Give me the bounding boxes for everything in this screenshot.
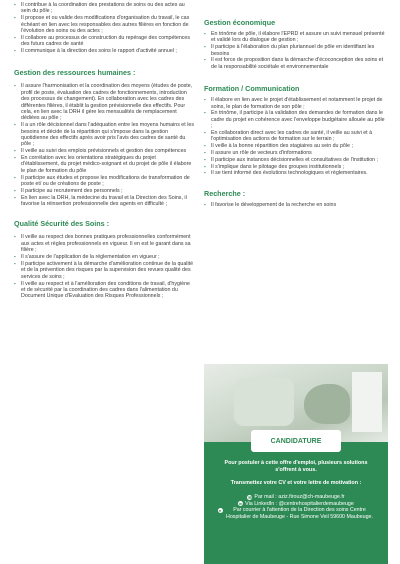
list-item: ▪ Il favorise le développement de la recherche en soins <box>204 202 387 208</box>
list-item: ▪ Il est force de proposition dans la démarche d'écoconception des soins et de la responsabilité sociétale et environnementale <box>204 57 387 70</box>
list-item: ▪ Il élabore en lien avec le projet d'établissement et notamment le projet de soins, le plan de formation de son pôle ; <box>204 97 387 110</box>
list-item: ▪ Il contribue à la coordination des prestations de soins ou des actes au sein du pôle ; <box>14 2 194 15</box>
photo-shape <box>234 378 294 426</box>
courrier-text: Par courrier à l'attention de la Direction des soins Centre Hospitalier de Maubeuge - Rue Simone Veil 59600 Maubeuge. <box>226 507 373 521</box>
recherche-list <box>204 202 387 208</box>
section-title-formation: Formation / Communication <box>204 84 300 94</box>
list-item: ▪ En lien avec la DRH, la médecine du travail et la Direction des Soins, il favorise la réinsertion professionnelle des agents en difficulté ; <box>14 195 194 208</box>
section-title-recherche: Recherche : <box>204 188 246 198</box>
photo-shape <box>304 384 350 424</box>
photo-shape <box>352 372 382 432</box>
list-item: ▪ Il veille au suivi des emplois prévisionnels et gestion des compétences <box>14 148 194 154</box>
candidature-badge: CANDIDATURE <box>251 430 341 452</box>
list-item: ▪ Il veille au respect des bonnes pratiques professionnelles conformément aux actes et règles professionnels en vigueur. Il en est le garant dans sa filière ; <box>14 234 194 253</box>
mail-text: Par mail : aziz.firouz@ch-maubeuge.fr <box>254 493 345 500</box>
list-item: ▪ En corrélation avec les orientations stratégiques du projet d'établissement, du projet médico-soignant et du projet de pôle il élabore le plan de formation du pôle <box>14 155 194 174</box>
right-column <box>204 0 387 209</box>
candidature-card <box>204 437 388 564</box>
list-item: ▪ Il communique à la direction des soins le rapport d'activité annuel ; <box>14 48 194 54</box>
list-item: ▪ En collaboration direct avec les cadres de santé, il veille au suivi et à l'optimisation des actions de formation sur le terrain ; <box>204 130 387 143</box>
mail-pin-icon: ● <box>218 508 222 514</box>
list-item: ▪ Il assure l'harmonisation et la coordination des moyens (études de poste, profil de poste, évaluation des cadres de fonctionnements, introduction des processus de changement). En collaboration avec les cadres des différentes filières, il établit la gestion prévisionnelle des effectifs. Pour cela, en lien avec la DRH il gère les mensualités de remplacement dédiées au pôle ; <box>14 83 194 121</box>
list-item: ▪ Il propose et ou valide des modifications d'organisation du travail, le cas échéant en lien avec les responsables des autres filières en fonction de l'évolution des soins ou des actes ; <box>14 15 194 34</box>
candidature-transmit: Transmettez votre CV et votre lettre de motivation : <box>230 480 362 487</box>
list-item: ▪ Il s'implique dans le pilotage des groupes institutionnels ; <box>204 164 387 170</box>
list-item: ▪ Il participe aux études et propose les modifications de transformation de poste et/ ou de créations de poste ; <box>14 175 194 188</box>
section-title-economique: Gestion économique <box>204 18 276 27</box>
list-item: ▪ Il participe au recrutement des personnels ; <box>14 188 194 194</box>
list-item: ▪ Il assure un rôle de vecteurs d'informations <box>204 150 387 156</box>
contact-mail[interactable] <box>214 494 378 501</box>
list-item: ▪ Il veille à la bonne répartition des stagiaires au sein du pôle ; <box>204 143 387 149</box>
left-top-list <box>14 2 194 54</box>
candidature-intro: Pour postuler à cette offre d'emploi, plusieurs solutions s'offrent à vous. <box>224 460 368 473</box>
linkedin-icon: in <box>238 501 243 507</box>
list-item: ▪ Il a un rôle décisionnel dans l'adéquation entre les moyens humains et les besoins et décide de la répartition qui s'impose dans la gestion quotidienne des effectifs après avoir pris l'avis des cadres de santé du pôle ; <box>14 122 194 148</box>
list-item: ▪ Il participe activement à la démarche d'amélioration continue de la qualité et de la prévention des risques par la supervision des revues qualité des services de soins ; <box>14 261 194 280</box>
contact-courrier <box>214 507 378 521</box>
list-item: ▪ Il s'assure de l'application de la réglementation en vigueur ; <box>14 254 194 260</box>
list-item: ▪ Il collabore au processus de construction du repérage des compétences des futurs cadres de santé <box>14 35 194 48</box>
rh-list <box>14 83 194 207</box>
left-column <box>14 0 194 300</box>
list-item: ▪ Il se tient informé des évolutions technologiques et règlementaires. <box>204 170 387 176</box>
contact-linkedin[interactable] <box>214 501 378 508</box>
list-item: ▪ Il participe à l'élaboration du plan pluriannuel de pôle en identifiant les besoins <box>204 44 387 57</box>
list-item: ▪ En trinôme de pôle, il élabore l'EPRD et assure un suivi mensuel présenté et validé lors du dialogue de gestion ; <box>204 31 387 44</box>
linkedin-text: Via LinkedIn : @centrehospitalierdemaubeuge <box>245 500 354 507</box>
list-item: ▪ Il participe aux instances décisionnelles et consultatives de l'institution ; <box>204 157 387 163</box>
economique-list <box>204 31 387 70</box>
qualite-list <box>14 234 194 299</box>
section-title-qualite: Qualité Sécurité des Soins : <box>14 219 110 229</box>
section-title-rh: Gestion des ressources humaines : <box>14 68 136 78</box>
envelope-icon: ✉ <box>248 494 252 500</box>
formation-list <box>204 97 387 177</box>
list-item: ▪ En trinôme, il participe à la validation des demandes de formation dans le cadre du projet en cohérence avec l'enveloppe budgétaire allouée au pôle ; <box>204 110 387 129</box>
list-item: ▪ Il veille au respect et à l'amélioration des conditions de travail, d'hygiène et de sécurité par la coordination des cadres dans l'alimentation du Document Unique d'Evaluation des Risques Professionnels ; <box>14 281 194 300</box>
